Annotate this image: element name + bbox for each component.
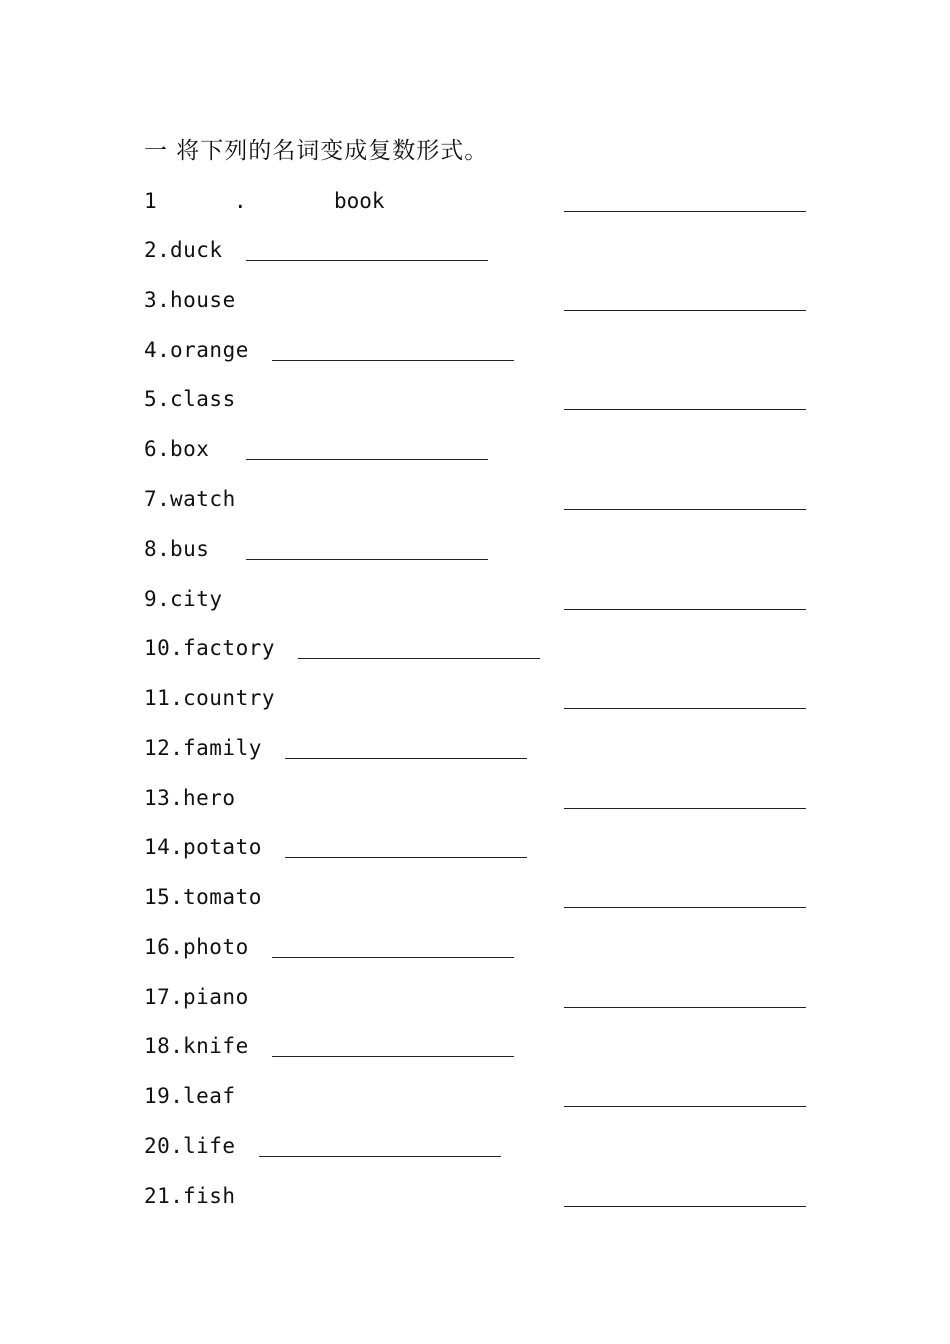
answer-blank[interactable] xyxy=(246,459,488,460)
exercise-item-16 xyxy=(0,930,950,964)
exercise-item-19 xyxy=(0,1079,950,1113)
exercise-item-6 xyxy=(0,432,950,466)
exercise-item-13 xyxy=(0,781,950,815)
item-word: house xyxy=(170,288,236,312)
exercise-item-10 xyxy=(0,631,950,665)
exercise-item-1 xyxy=(0,184,950,218)
exercise-item-21 xyxy=(0,1179,950,1213)
item-number: 20. xyxy=(144,1134,184,1158)
answer-blank[interactable] xyxy=(564,310,806,311)
item-number: 7. xyxy=(144,487,171,511)
item-word: bus xyxy=(170,537,210,561)
exercise-item-20 xyxy=(0,1129,950,1163)
item-number: 6. xyxy=(144,437,171,461)
item-number: 9. xyxy=(144,587,171,611)
item-number: 4. xyxy=(144,338,171,362)
answer-blank[interactable] xyxy=(564,1007,806,1008)
item-number: 17. xyxy=(144,985,184,1009)
exercise-item-2 xyxy=(0,233,950,267)
exercise-item-3 xyxy=(0,283,950,317)
answer-blank[interactable] xyxy=(564,907,806,908)
answer-blank[interactable] xyxy=(564,409,806,410)
exercise-item-17 xyxy=(0,980,950,1014)
item-number: 1 xyxy=(144,189,158,213)
exercise-item-5 xyxy=(0,382,950,416)
item-word: book xyxy=(334,189,385,213)
answer-blank[interactable] xyxy=(564,708,806,709)
item-word: box xyxy=(170,437,210,461)
item-number: 12. xyxy=(144,736,184,760)
answer-blank[interactable] xyxy=(272,957,514,958)
item-word: class xyxy=(170,387,236,411)
item-word: factory xyxy=(183,636,276,660)
item-number: 2. xyxy=(144,238,171,262)
item-number: 19. xyxy=(144,1084,184,1108)
answer-blank[interactable] xyxy=(259,1156,501,1157)
exercise-item-14 xyxy=(0,830,950,864)
exercise-item-15 xyxy=(0,880,950,914)
item-word: family xyxy=(183,736,262,760)
item-number: 21. xyxy=(144,1184,184,1208)
item-number: 14. xyxy=(144,835,184,859)
item-word: orange xyxy=(170,338,249,362)
answer-blank[interactable] xyxy=(285,857,527,858)
item-number: 3. xyxy=(144,288,171,312)
item-dot: . xyxy=(234,189,247,213)
item-word: life xyxy=(183,1134,236,1158)
item-word: watch xyxy=(170,487,236,511)
item-word: knife xyxy=(183,1034,249,1058)
item-word: tomato xyxy=(183,885,262,909)
answer-blank[interactable] xyxy=(564,211,806,212)
item-word: piano xyxy=(183,985,249,1009)
answer-blank[interactable] xyxy=(272,360,514,361)
exercise-item-11 xyxy=(0,681,950,715)
item-word: photo xyxy=(183,935,249,959)
item-word: duck xyxy=(170,238,223,262)
exercise-item-8 xyxy=(0,532,950,566)
answer-blank[interactable] xyxy=(246,559,488,560)
answer-blank[interactable] xyxy=(564,609,806,610)
answer-blank[interactable] xyxy=(564,808,806,809)
answer-blank[interactable] xyxy=(285,758,527,759)
item-word: potato xyxy=(183,835,262,859)
answer-blank[interactable] xyxy=(272,1056,514,1057)
answer-blank[interactable] xyxy=(564,1106,806,1107)
answer-blank[interactable] xyxy=(246,260,488,261)
item-number: 16. xyxy=(144,935,184,959)
item-word: leaf xyxy=(183,1084,236,1108)
section-heading: 一 将下列的名词变成复数形式。 xyxy=(144,138,489,164)
item-word: hero xyxy=(183,786,236,810)
answer-blank[interactable] xyxy=(564,1206,806,1207)
exercise-item-12 xyxy=(0,731,950,765)
item-word: city xyxy=(170,587,223,611)
item-number: 15. xyxy=(144,885,184,909)
item-number: 13. xyxy=(144,786,184,810)
item-number: 8. xyxy=(144,537,171,561)
item-word: country xyxy=(183,686,276,710)
answer-blank[interactable] xyxy=(298,658,540,659)
exercise-item-4 xyxy=(0,333,950,367)
exercise-item-18 xyxy=(0,1029,950,1063)
item-word: fish xyxy=(183,1184,236,1208)
exercise-item-9 xyxy=(0,582,950,616)
item-number: 10. xyxy=(144,636,184,660)
item-number: 18. xyxy=(144,1034,184,1058)
item-number: 11. xyxy=(144,686,184,710)
exercise-item-7 xyxy=(0,482,950,516)
item-number: 5. xyxy=(144,387,171,411)
answer-blank[interactable] xyxy=(564,509,806,510)
